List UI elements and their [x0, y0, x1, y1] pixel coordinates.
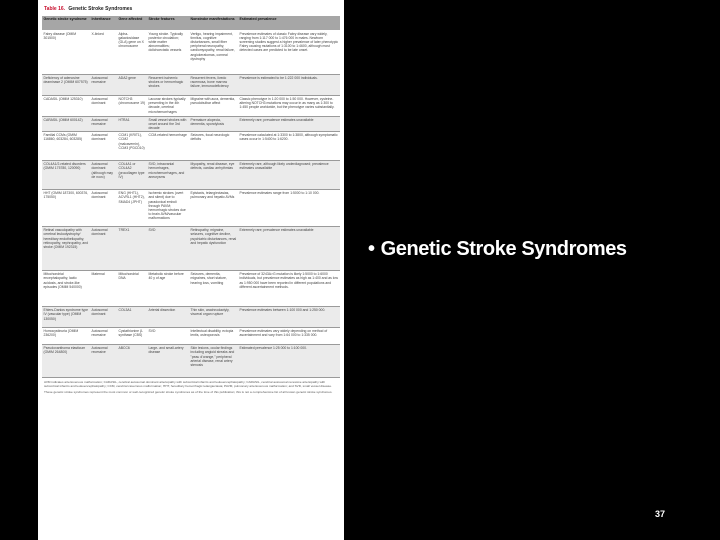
table-cell: ABCC6	[117, 344, 147, 377]
table-title	[44, 6, 340, 14]
table-cell: HTRA1	[117, 116, 147, 131]
table-cell: SVD, intracranial hemorrhages, microhemorrhages, and aneurysms	[147, 160, 189, 189]
table-row	[42, 327, 340, 344]
table-cell: Autosomal dominant	[90, 131, 117, 160]
table-row	[42, 30, 340, 74]
table-cell: COL4A1 or COL4A2 (procollagen type IV)	[117, 160, 147, 189]
table-cell: Large- and small-artery disease	[147, 344, 189, 377]
table-cell: CADASIL (OMIM 125310)	[42, 95, 90, 116]
table-cell: HHT (OMIM 187300, 600376, 175050)	[42, 189, 90, 226]
table-cell: Seizures, focal neurologic deficits	[189, 131, 238, 160]
bullet-text: Genetic Stroke Syndromes	[380, 238, 627, 260]
table-cell: Ehlers-Danlos syndrome type IV (vascular type) (OMIM 130050)	[42, 306, 90, 327]
table-header-row	[42, 16, 340, 30]
table-cell: Mitochondrial DNA	[117, 270, 147, 306]
table-cell: Prevalence estimates vary widely depending on method of ascertainment and vary from 1:64 000 to 1:335 000.	[238, 327, 340, 344]
table-cell: Classic phenotype in 1:20 000 to 1:50 000. However, cysteine-altering NOTCH3 mutations may occur in as many as 1:300 to 1:450 people worldwide, but the phenotype varies substantially.	[238, 95, 340, 116]
table-cell: SVD	[147, 327, 189, 344]
footnote-abbreviations: AVM indicates arteriovenous malformation; CADASIL, cerebral autosomal dominant arteriopathy with subcortical infarcts and leukoencephalopathy; CARASIL, cerebral autosomal recessive arteriopathy with subcortical infarcts and leukoencephalopathy; CCM, cerebral cavernous malformation; HHT, hereditary hemorrhagic telangiectasia; PAVM, pulmonary arteriovenous malformation; and SVD, small vessel disease.	[44, 379, 332, 388]
table-row	[42, 160, 340, 189]
table-cell: Arterial dissection	[147, 306, 189, 327]
table-cell: Pseudoxanthoma elasticum (OMIM 264800)	[42, 344, 90, 377]
table-cell: Extremely rare; prevalence estimates unavailable	[238, 226, 340, 270]
table-cell: ENG (HHT1), ACVRL1 (HHT2), SMAD4 (JPHT)	[117, 189, 147, 226]
table-cell: Autosomal dominant	[90, 95, 117, 116]
table-cell: Familial CCMs (OMIM 116860, 603284, 603285)	[42, 131, 90, 160]
table-cell: Young stroke. Typically posterior circulation; white matter abnormalities; dolichoectatic vessels	[147, 30, 189, 74]
table-cell: Migraine with aura, dementia, pseudobulbar affect	[189, 95, 238, 116]
table-row	[42, 344, 340, 377]
table-cell: ADA2 gene	[117, 74, 147, 95]
table-row	[42, 116, 340, 131]
table-cell: Estimated prevalence 1:25 000 to 1:100 000.	[238, 344, 340, 377]
table-cell: Homocystinuria (OMIM 236200)	[42, 327, 90, 344]
column-header: Gene affected	[117, 16, 147, 30]
table-cell: Prevalence estimates between 1:100 000 and 1:250 000.	[238, 306, 340, 327]
table-number: Table 16.	[44, 6, 66, 12]
table-cell: NOTCH3 (chromosome 19)	[117, 95, 147, 116]
table-cell: Seizures, dementia, migraines, short stature, hearing loss, vomiting	[189, 270, 238, 306]
table-row	[42, 226, 340, 270]
table-cell: Premature alopecia, dementia, spondylosis	[189, 116, 238, 131]
table-row	[42, 270, 340, 306]
table-cell: TREX1	[117, 226, 147, 270]
table-cell: Autosomal dominant	[90, 306, 117, 327]
table-cell: Intellectual disability, ectopia lentis, osteoporosis	[189, 327, 238, 344]
table-cell: Vertigo, hearing impairment, tinnitus, cognitive disturbances, small fiber peripheral neuropathy, cardiomyopathy, renal failure, angiokeratomas, corneal dystrophy	[189, 30, 238, 74]
table-cell: Skin lesions, ocular findings including angioid streaks and "peau d'orange," peripheral arterial disease, renal artery stenosis	[189, 344, 238, 377]
bullet-point: •	[368, 238, 375, 260]
table-row	[42, 131, 340, 160]
table-cell: Extremely rare, although likely underdiagnosed; prevalence estimates unavailable	[238, 160, 340, 189]
table-cell: Mitochondrial encephalopathy, lactic acidosis, and stroke-like episodes (OMIM 540000)	[42, 270, 90, 306]
table-cell: Autosomal recessive	[90, 116, 117, 131]
table-cell: CCM-related hemorrhage	[147, 131, 189, 160]
table-body	[42, 30, 340, 377]
column-header: Estimated prevalence	[238, 16, 340, 30]
table-cell: Prevalence estimates range from 1:5000 to 1:10 000.	[238, 189, 340, 226]
table-cell: Fabry disease (OMIM 301500)	[42, 30, 90, 74]
table-cell: Alpha-galactosidase (GLA) gene on X chromosome	[117, 30, 147, 74]
table-cell: Maternal	[90, 270, 117, 306]
table-row	[42, 95, 340, 116]
table-cell: Epistaxis, telangiectasias, pulmonary and hepatic AVMs	[189, 189, 238, 226]
table-cell: Myopathy, renal disease, eye defects, cardiac arrhythmias	[189, 160, 238, 189]
table-cell: Extremely rare; prevalence estimates unavailable	[238, 116, 340, 131]
table-cell: Prevalence is estimated to be 1:222 000 individuals.	[238, 74, 340, 95]
table-cell: Recurrent fevers, livedo racemosa, bone marrow failure, immunodeficiency	[189, 74, 238, 95]
table-cell: X-linked	[90, 30, 117, 74]
column-header: Stroke features	[147, 16, 189, 30]
table-cell: COL3A1	[117, 306, 147, 327]
table-cell: Thin skin, arachnodactyly, visceral organ rupture	[189, 306, 238, 327]
table-cell: Autosomal recessive	[90, 344, 117, 377]
document-image	[38, 0, 344, 540]
table-cell: Ischemic strokes (overt and silent) due to paradoxical emboli through PAVM; hemorrhagic strokes due to brain AVM/vascular malformations	[147, 189, 189, 226]
table-cell: Prevalence of 3243A>G mutation is likely 1:5000 to 1:6000 individuals, but prevalence estimates as high as 1:400 and as low as 1:950 000 have been reported in different populations and different ascertainment methods.	[238, 270, 340, 306]
table-cell: Autosomal dominant (although may de novo)	[90, 160, 117, 189]
genetic-stroke-table	[42, 16, 340, 378]
table-cell: Metabolic stroke before 40 y of age	[147, 270, 189, 306]
column-header: Nonstroke manifestations	[189, 16, 238, 30]
table-row	[42, 74, 340, 95]
table-cell: CARASIL (OMIM 600142)	[42, 116, 90, 131]
table-cell: Prevalence estimates of classic Fabry disease vary widely, ranging from 1:117 000 to 1:476 000 in males. Newborn screening studies suggest a higher prevalence of later phenotypic Fabry causing mutations of 1:3100 to 1:4600, although most detected cases are predicted to be late onset.	[238, 30, 340, 74]
table-cell: Autosomal recessive	[90, 74, 117, 95]
table-cell: Deficiency of adenosine deaminase 2 (OMIM 607575)	[42, 74, 90, 95]
table-cell: Autosomal dominant	[90, 226, 117, 270]
table-cell: Prevalence calculated at 1:3300 to 1:3800, although symptomatic cases occur in 1:5400 to 1:6200.	[238, 131, 340, 160]
table-footnotes	[42, 378, 340, 394]
column-header: Inheritance	[90, 16, 117, 30]
table-cell: Autosomal dominant	[90, 189, 117, 226]
table-cell: Lacunar strokes typically presenting in the 4th decade, cerebral microhemorrhages	[147, 95, 189, 116]
table-row	[42, 189, 340, 226]
column-header: Genetic stroke syndrome	[42, 16, 90, 30]
table-cell: SVD	[147, 226, 189, 270]
table-cell: Recurrent ischemic strokes or hemorrhagic strokes	[147, 74, 189, 95]
table-cell: CCM1 (KRIT1), CCM2 (malcavernin), CCM3 (PDCD10)	[117, 131, 147, 160]
page-number: 37	[655, 509, 666, 519]
table-cell: Small vessel strokes with onset around the 3rd decade	[147, 116, 189, 131]
table-cell: Retinal vasculopathy with cerebral leukodystrophy/ hereditary endotheliopathy, retinopathy, nephropathy, and stroke (OMIM 192315)	[42, 226, 90, 270]
table-cell: Cystathionine β-synthase (CBS)	[117, 327, 147, 344]
table-cell: Retinopathy, migraine, seizures, cognitive decline, psychiatric disturbances, renal and hepatic dysfunction	[189, 226, 238, 270]
footnote-scope: These genetic stroke syndromes represent the most common or well-recognized genetic stroke syndromes as of the time of this publication; this is not a comprehensive list of all known genetic stroke syndromes.	[44, 389, 333, 394]
table-row	[42, 306, 340, 327]
table-cell: COL4A1/2-related disorders (OMIM 175780, 120090)	[42, 160, 90, 189]
table-cell: Autosomal recessive	[90, 327, 117, 344]
table-title-text: Genetic Stroke Syndromes	[68, 6, 133, 12]
slide-bullet	[368, 238, 627, 261]
